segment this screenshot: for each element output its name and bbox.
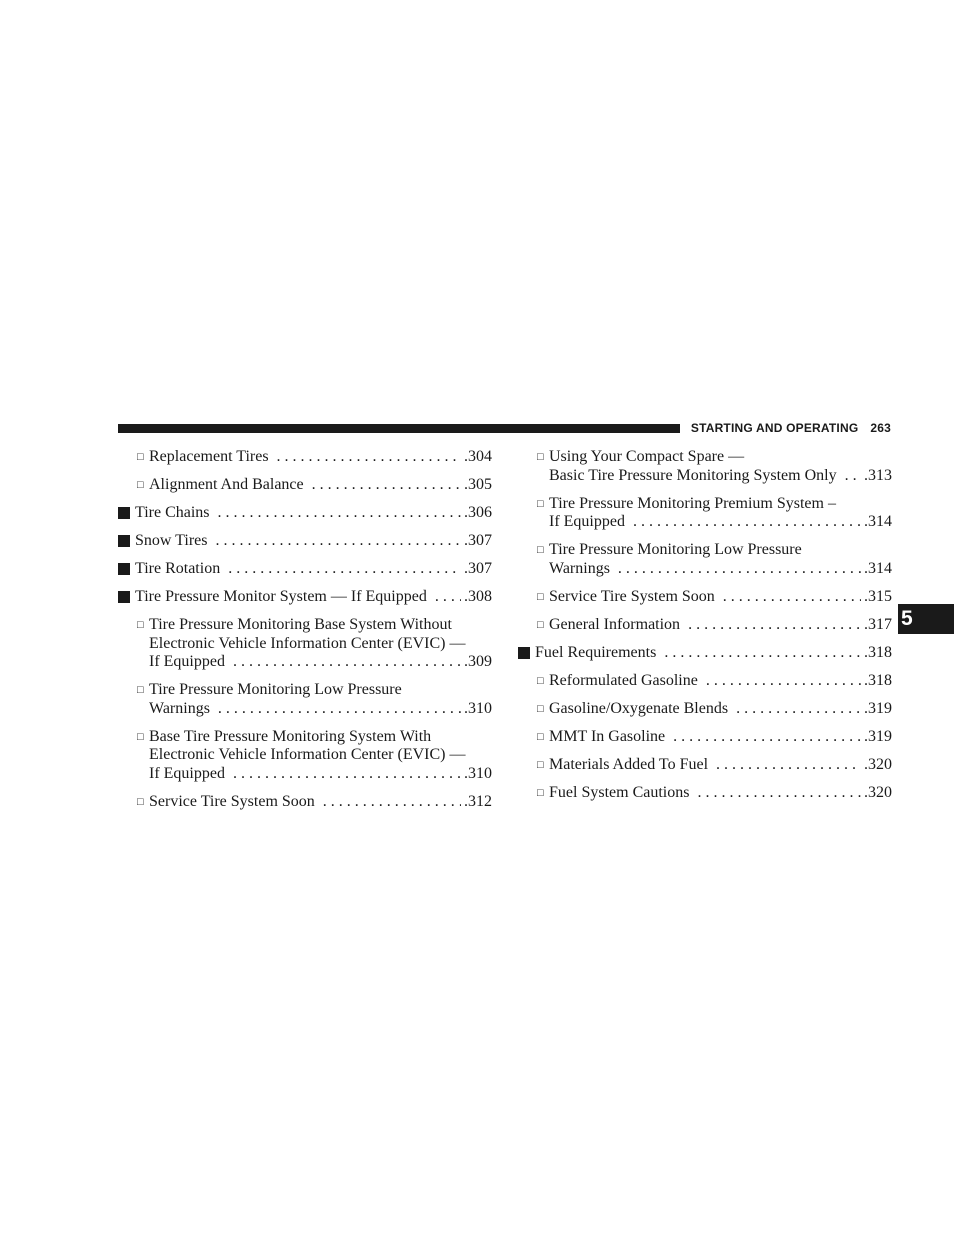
running-header bbox=[691, 420, 891, 436]
section-title: STARTING AND OPERATING bbox=[690, 421, 859, 435]
hollow-square-bullet-icon: □ bbox=[137, 479, 144, 491]
toc-entry[interactable] bbox=[518, 495, 892, 532]
toc-entry-title: Gasoline/Oxygenate Blends bbox=[549, 699, 729, 717]
dot-leader bbox=[218, 504, 461, 523]
toc-page-number: .308 bbox=[464, 588, 492, 605]
toc-page-number: .310 bbox=[464, 699, 492, 717]
toc-entry-title: Snow Tires bbox=[135, 532, 208, 549]
toc-entry[interactable] bbox=[518, 644, 892, 663]
filled-square-bullet-icon bbox=[118, 563, 130, 575]
toc-page-number: .307 bbox=[464, 560, 492, 577]
toc-page-number: .319 bbox=[864, 699, 892, 717]
toc-entry-title: Electronic Vehicle Information Center (EVIC) — bbox=[149, 746, 466, 763]
dot-leader bbox=[688, 616, 861, 635]
toc-entry-title: Base Tire Pressure Monitoring System With bbox=[149, 727, 432, 745]
toc-page-number: .318 bbox=[864, 671, 892, 689]
hollow-square-bullet-icon: □ bbox=[137, 451, 144, 463]
dot-leader bbox=[633, 513, 861, 532]
dot-leader bbox=[716, 756, 861, 775]
toc-page-number: .319 bbox=[864, 727, 892, 745]
dot-leader bbox=[736, 700, 861, 719]
dot-leader bbox=[845, 467, 861, 486]
page-number: 263 bbox=[870, 421, 891, 435]
toc-page-number: .314 bbox=[864, 513, 892, 530]
toc-entry[interactable] bbox=[518, 616, 892, 635]
toc-entry-title: Tire Pressure Monitoring Premium System – bbox=[549, 494, 836, 512]
toc-entry[interactable] bbox=[118, 476, 492, 495]
dot-leader bbox=[706, 672, 861, 691]
toc-entry[interactable] bbox=[118, 560, 492, 579]
dot-leader bbox=[618, 560, 861, 579]
toc-page-number: .320 bbox=[864, 783, 892, 801]
toc-entry[interactable] bbox=[118, 728, 492, 784]
toc-entry-title: Service Tire System Soon bbox=[549, 587, 715, 605]
filled-square-bullet-icon bbox=[518, 647, 530, 659]
toc-entry[interactable] bbox=[518, 756, 892, 775]
toc-entry-title: Reformulated Gasoline bbox=[549, 671, 698, 689]
toc-entry-title: Fuel System Cautions bbox=[549, 783, 690, 801]
toc-entry-title: Service Tire System Soon bbox=[149, 792, 315, 810]
toc-entry-title: Basic Tire Pressure Monitoring System Only bbox=[549, 466, 837, 484]
toc-left-column bbox=[118, 448, 492, 821]
header-rule bbox=[118, 424, 680, 433]
toc-entry[interactable] bbox=[518, 700, 892, 719]
filled-square-bullet-icon bbox=[118, 591, 130, 603]
dot-leader bbox=[323, 793, 461, 812]
toc-entry[interactable] bbox=[118, 588, 492, 607]
hollow-square-bullet-icon: □ bbox=[537, 590, 544, 603]
toc-entry-title: General Information bbox=[549, 615, 681, 633]
toc-entry[interactable] bbox=[118, 448, 492, 467]
toc-entry-title: If Equipped bbox=[149, 653, 225, 670]
dot-leader bbox=[233, 653, 461, 672]
toc-page-number: .310 bbox=[464, 764, 492, 782]
toc-page-number: .314 bbox=[864, 559, 892, 577]
toc-entry[interactable] bbox=[118, 793, 492, 812]
toc-page-number: .318 bbox=[864, 643, 892, 661]
hollow-square-bullet-icon: □ bbox=[537, 618, 544, 631]
toc-entry[interactable] bbox=[518, 728, 892, 747]
dot-leader bbox=[697, 784, 861, 803]
toc-entry-title: Tire Pressure Monitoring Low Pressure bbox=[149, 681, 402, 698]
toc-page-number: .320 bbox=[864, 755, 892, 773]
toc-entry-title: Tire Pressure Monitor System — If Equipped bbox=[135, 588, 427, 605]
toc-page-number: .309 bbox=[464, 653, 492, 670]
toc-page-number: .307 bbox=[464, 532, 492, 549]
toc-entry[interactable] bbox=[118, 681, 492, 718]
hollow-square-bullet-icon: □ bbox=[137, 684, 144, 696]
toc-entry[interactable] bbox=[518, 541, 892, 578]
toc-entry-title: Warnings bbox=[549, 559, 610, 577]
toc-entry-title: Warnings bbox=[149, 699, 210, 717]
hollow-square-bullet-icon: □ bbox=[537, 674, 544, 687]
toc-entry[interactable] bbox=[118, 504, 492, 523]
toc-entry-title: Using Your Compact Spare — bbox=[549, 448, 745, 465]
dot-leader bbox=[673, 728, 861, 747]
dot-leader bbox=[218, 700, 461, 719]
dot-leader bbox=[215, 532, 461, 551]
hollow-square-bullet-icon: □ bbox=[537, 702, 544, 715]
hollow-square-bullet-icon: □ bbox=[537, 544, 544, 556]
toc-right-column bbox=[518, 448, 892, 812]
toc-entry[interactable] bbox=[518, 448, 892, 485]
toc-page-number: .304 bbox=[464, 448, 492, 465]
dot-leader bbox=[312, 476, 461, 495]
toc-entry[interactable] bbox=[118, 616, 492, 672]
toc-page-number: .313 bbox=[864, 466, 892, 484]
toc-entry[interactable] bbox=[118, 532, 492, 551]
dot-leader bbox=[233, 765, 461, 784]
toc-entry-title: If Equipped bbox=[149, 764, 225, 782]
toc-entry-title: Materials Added To Fuel bbox=[549, 755, 709, 773]
hollow-square-bullet-icon: □ bbox=[537, 730, 544, 743]
dot-leader bbox=[435, 588, 461, 607]
hollow-square-bullet-icon: □ bbox=[537, 786, 544, 799]
toc-entry-title: Fuel Requirements bbox=[535, 643, 657, 661]
hollow-square-bullet-icon: □ bbox=[537, 451, 544, 463]
toc-entry-title: MMT In Gasoline bbox=[549, 727, 666, 745]
toc-entry-title: Replacement Tires bbox=[149, 448, 269, 465]
toc-page-number: .317 bbox=[864, 615, 892, 633]
hollow-square-bullet-icon: □ bbox=[537, 497, 544, 510]
dot-leader bbox=[664, 644, 861, 663]
toc-entry-title: Tire Rotation bbox=[135, 560, 221, 577]
filled-square-bullet-icon bbox=[118, 507, 130, 519]
toc-entry-title: Tire Chains bbox=[135, 504, 210, 521]
toc-entry-title: Tire Pressure Monitoring Low Pressure bbox=[549, 541, 802, 558]
toc-entry[interactable] bbox=[518, 784, 892, 803]
hollow-square-bullet-icon: □ bbox=[137, 730, 144, 743]
toc-entry-title: Alignment And Balance bbox=[149, 476, 304, 493]
dot-leader bbox=[277, 448, 461, 467]
hollow-square-bullet-icon: □ bbox=[137, 619, 144, 631]
filled-square-bullet-icon bbox=[118, 535, 130, 547]
toc-page-number: .306 bbox=[464, 504, 492, 521]
dot-leader bbox=[228, 560, 461, 579]
toc-page-number: .312 bbox=[464, 792, 492, 810]
toc-entry-title: Electronic Vehicle Information Center (EVIC) — bbox=[149, 634, 466, 652]
dot-leader bbox=[723, 588, 861, 607]
toc-entry[interactable] bbox=[518, 672, 892, 691]
chapter-tab: 5 bbox=[898, 604, 954, 634]
hollow-square-bullet-icon: □ bbox=[137, 795, 144, 808]
toc-page-number: .315 bbox=[864, 587, 892, 605]
toc-entry[interactable] bbox=[518, 588, 892, 607]
toc-entry-title: If Equipped bbox=[549, 513, 625, 530]
toc-page-number: .305 bbox=[464, 476, 492, 493]
hollow-square-bullet-icon: □ bbox=[537, 758, 544, 771]
toc-entry-title: Tire Pressure Monitoring Base System Without bbox=[149, 616, 452, 633]
